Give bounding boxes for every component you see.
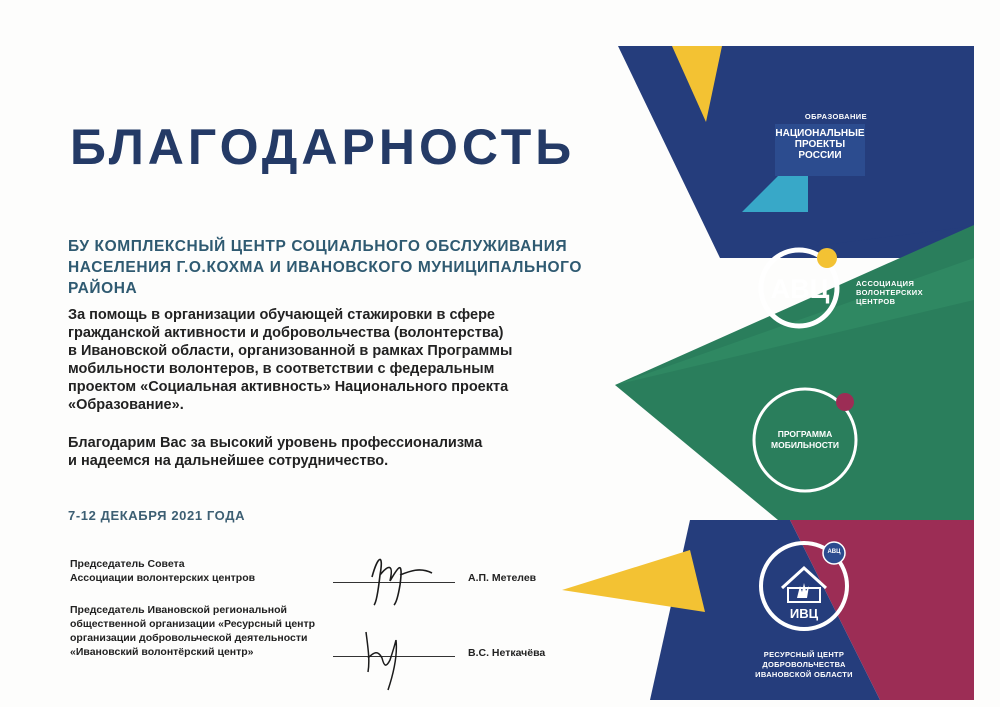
signatory-role-line: организации добровольческой деятельности: [70, 632, 308, 644]
national-projects-line: РОССИИ: [798, 150, 842, 161]
ivc-abbr: ИВЦ: [789, 606, 819, 621]
certificate-title: БЛАГОДАРНОСТЬ: [70, 119, 576, 175]
avc-subtitle-line: ВОЛОНТЕРСКИХ: [856, 288, 923, 297]
event-date: 7-12 ДЕКАБРЯ 2021 ГОДА: [68, 508, 246, 523]
mobility-line: МОБИЛЬНОСТИ: [771, 440, 839, 450]
ivc-subtitle-line: ИВАНОВСКОЙ ОБЛАСТИ: [755, 670, 853, 679]
reason-line: в Ивановской области, организованной в рамках Программы: [68, 343, 513, 359]
signature-2-handwritten: [358, 618, 428, 692]
national-projects-line: НАЦИОНАЛЬНЫЕ: [775, 128, 865, 139]
recipient-line: РАЙОНА: [68, 280, 138, 297]
reason-line: За помощь в организации обучающей стажировки в сфере: [68, 307, 495, 323]
signatory-role-line: Председатель Совета: [70, 558, 185, 570]
mobility-magenta-dot-icon: [836, 393, 854, 411]
national-projects-logo-text: [775, 128, 865, 161]
signatory-2-name: В.С. Неткачёва: [468, 647, 546, 659]
national-projects-top-label: ОБРАЗОВАНИЕ: [804, 112, 867, 121]
avc-subtitle: [856, 279, 966, 306]
recipient-line: БУ КОМПЛЕКСНЫЙ ЦЕНТР СОЦИАЛЬНОГО ОБСЛУЖИВАНИЯ: [68, 238, 568, 255]
reason-line: «Образование».: [68, 397, 184, 413]
reason-line: проектом «Социальная активность» Национального проекта: [68, 379, 509, 395]
thanks-line: и надеемся на дальнейшее сотрудничество.: [68, 453, 389, 469]
avc-subtitle-line: ЦЕНТРОВ: [856, 297, 896, 306]
signatory-role-line: Председатель Ивановской региональной: [70, 604, 287, 616]
mobility-line: ПРОГРАММА: [777, 429, 833, 439]
signatory-2-role: [70, 603, 350, 659]
reason-paragraph: [68, 306, 628, 414]
avc-subtitle-line: АССОЦИАЦИЯ: [856, 279, 915, 288]
signatory-role-line: Ассоциации волонтерских центров: [70, 572, 256, 584]
recipient-line: НАСЕЛЕНИЯ Г.О.КОХМА И ИВАНОВСКОГО МУНИЦИПАЛЬНОГО: [68, 259, 583, 276]
avc-abbr: АВЦ: [770, 274, 830, 304]
signatory-role-line: «Ивановский волонтёрский центр»: [70, 646, 254, 658]
signature-1-handwritten: [360, 545, 440, 607]
ivc-subtitle-line: ДОБРОВОЛЬЧЕСТВА: [762, 660, 846, 669]
signatory-role-line: общественной организации «Ресурсный центр: [70, 618, 316, 630]
reason-line: гражданской активности и добровольчества (волонтерства): [68, 325, 504, 341]
recipient-organization: [68, 236, 688, 299]
ivc-subtitle: [744, 650, 864, 680]
reason-line: мобильности волонтеров, в соответствии с федеральным: [68, 361, 495, 377]
signatory-1-role: [70, 557, 350, 585]
avc-yellow-dot-icon: [817, 248, 837, 268]
thanks-line: Благодарим Вас за высокий уровень профессионализма: [68, 435, 483, 451]
national-projects-line: ПРОЕКТЫ: [794, 139, 846, 150]
mobility-logo-text: [755, 429, 855, 451]
ivc-subtitle-line: РЕСУРСНЫЙ ЦЕНТР: [763, 650, 845, 659]
signatory-1-name: А.П. Метелев: [468, 572, 537, 584]
ivc-badge-label: АВЦ: [827, 549, 841, 555]
yellow-triangle-bottom: [562, 550, 705, 612]
thanks-paragraph: [68, 434, 628, 470]
